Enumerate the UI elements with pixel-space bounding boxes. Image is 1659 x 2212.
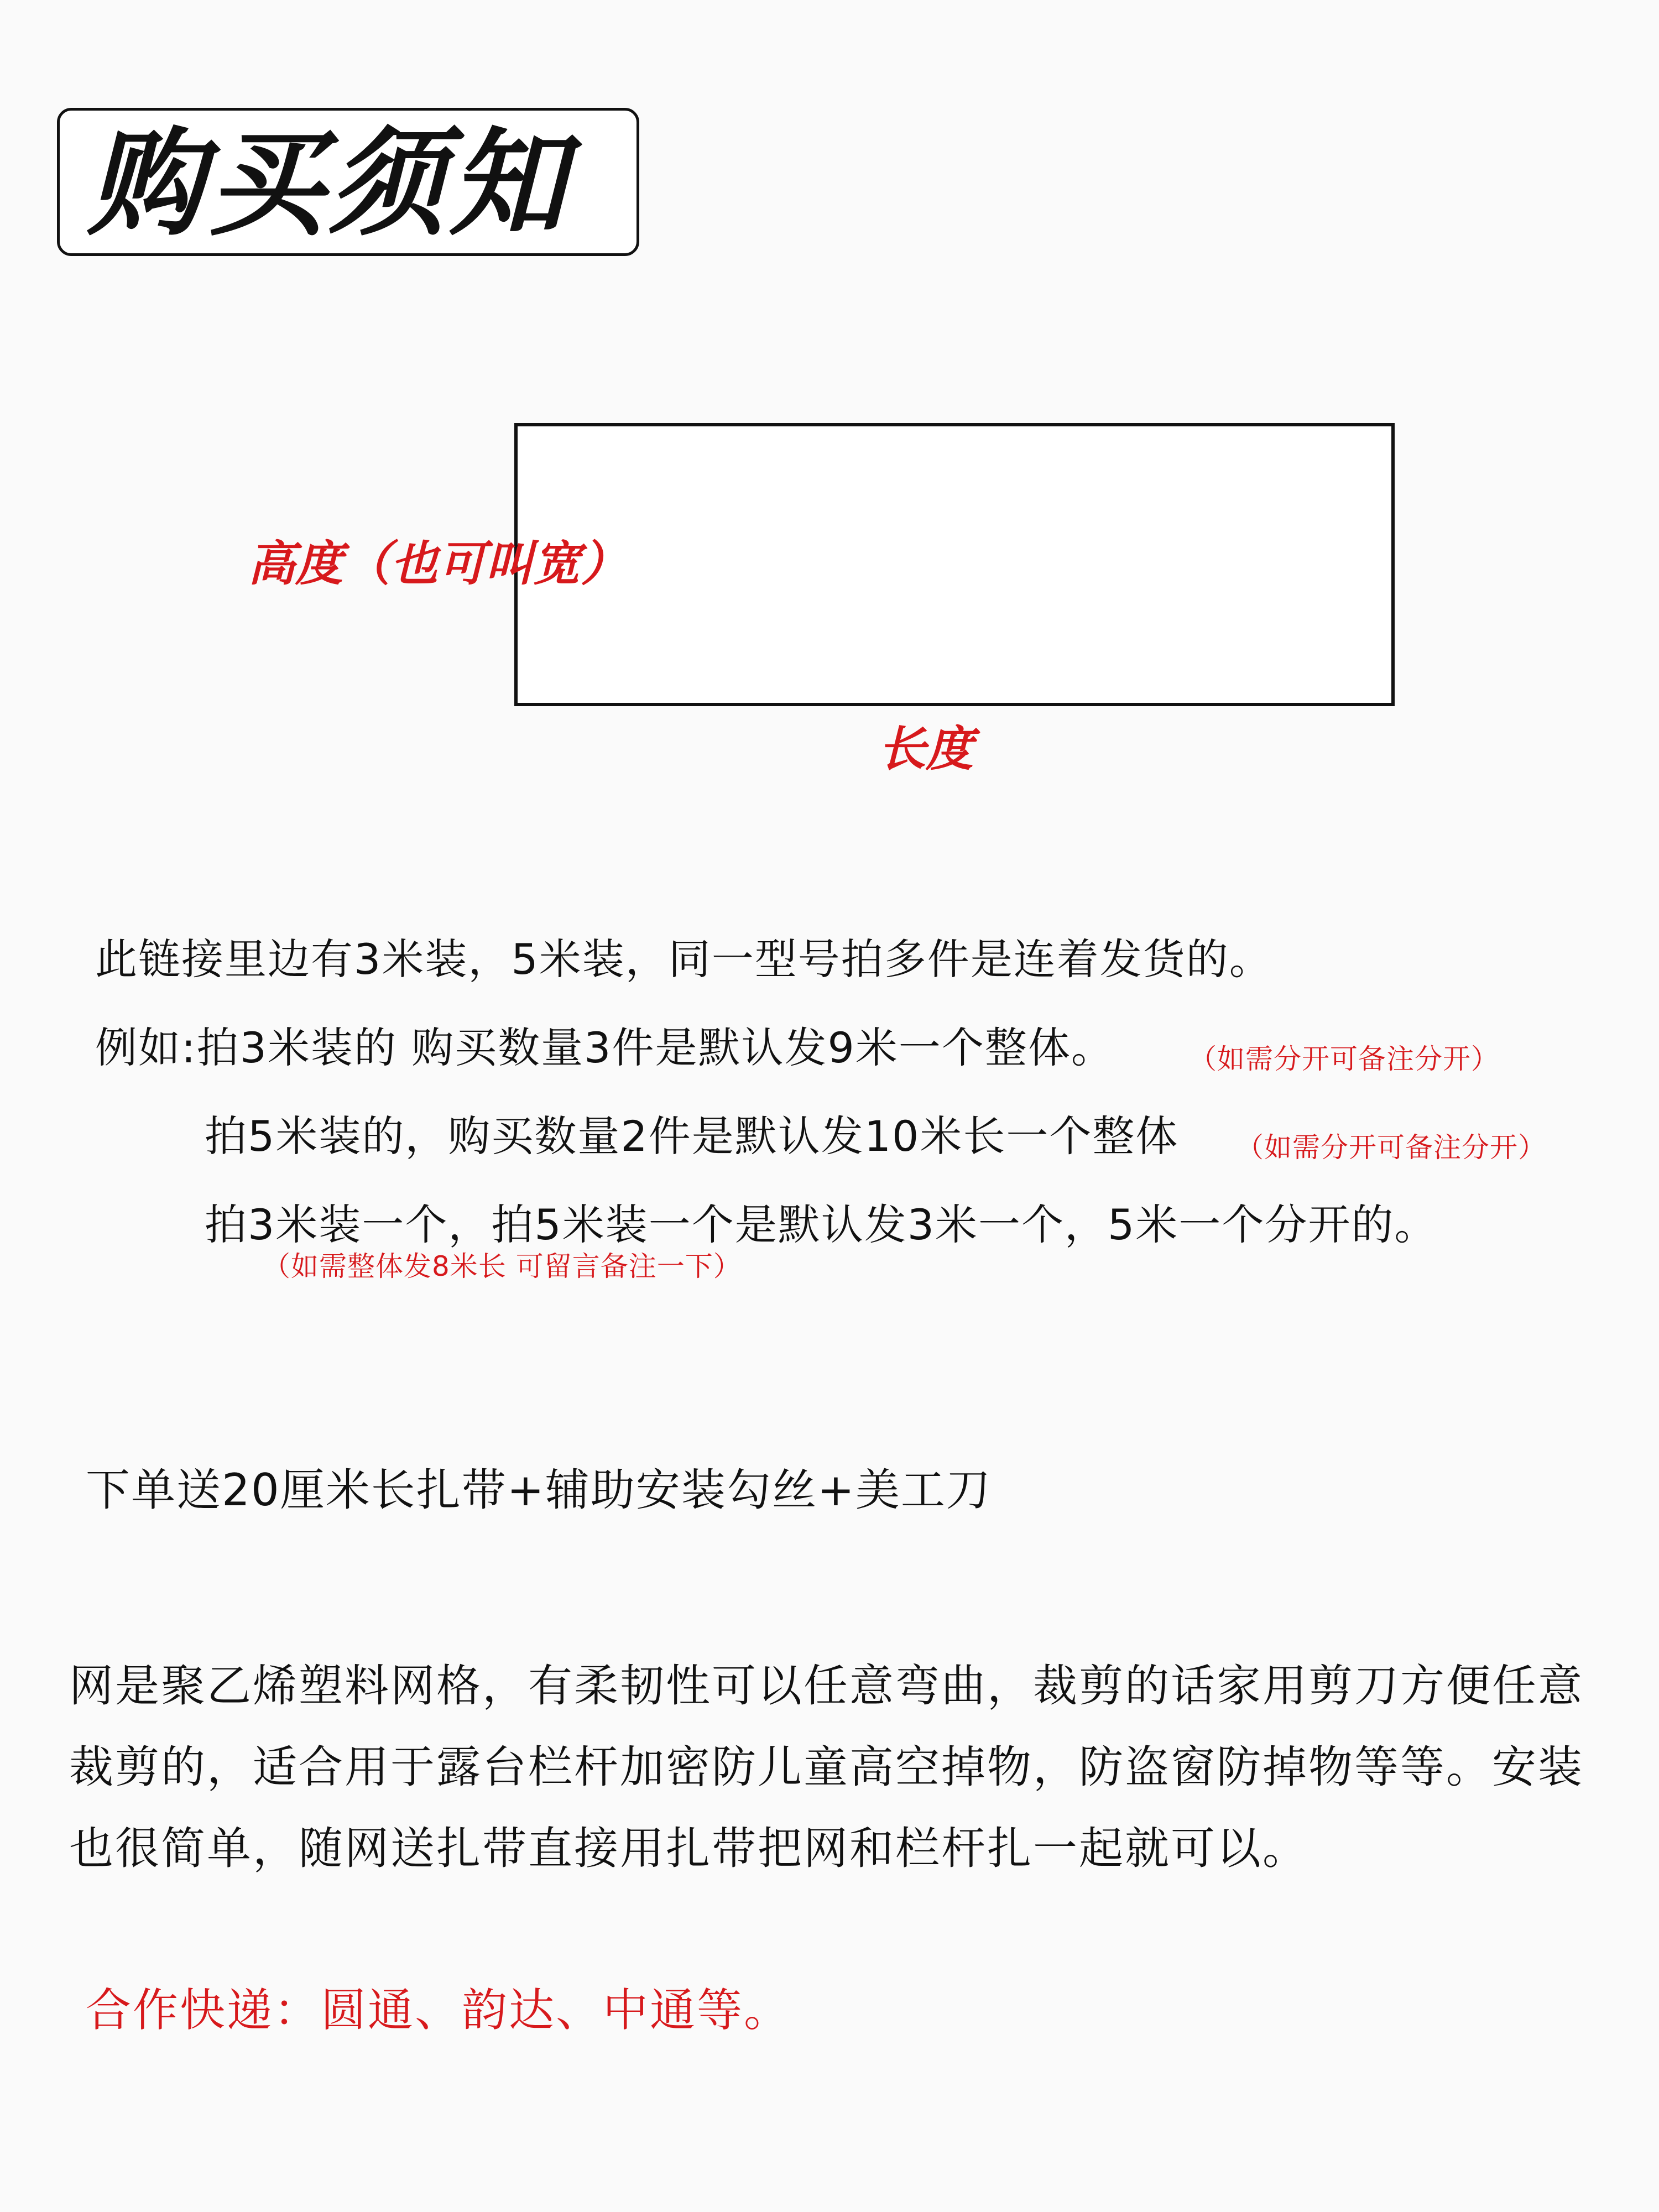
example-note-2: （如需分开可备注分开） [1236, 1131, 1546, 1164]
product-description: 网是聚乙烯塑料网格，有柔韧性可以任意弯曲，裁剪的话家用剪刀方便任意裁剪的，适合用于露台栏杆加密防儿童高空掉物，防盗窗防掉物等等。安装也很简单，随网送扎带直接用扎带把网和栏杆扎一起就可以。 [69, 1660, 1584, 1874]
example-line-3: 拍3米装一个，拍5米装一个是默认发3米一个，5米一个分开的。 [205, 1200, 1438, 1249]
intro-line: 此链接里边有3米装，5米装，同一型号拍多件是连着发货的。 [95, 935, 1272, 984]
courier-line: 合作快递：圆通、韵达、中通等。 [86, 1984, 791, 2037]
dimension-rectangle [514, 423, 1395, 706]
length-label: 长度 [878, 722, 973, 777]
title-box [57, 108, 639, 256]
gift-line: 下单送20厘米长扎带+辅助安装勾丝+美工刀 [86, 1464, 992, 1516]
example-note-3: （如需整体发8米长 可留言备注一下） [263, 1250, 742, 1282]
page-title: 购买须知 [87, 116, 570, 252]
example-note-1: （如需分开可备注分开） [1189, 1043, 1499, 1075]
height-label: 高度（也可叫宽） [248, 536, 628, 592]
example-line-1: 例如:拍3米装的 购买数量3件是默认发9米一个整体。 [95, 1023, 1114, 1072]
example-line-2: 拍5米装的，购买数量2件是默认发10米长一个整体 [205, 1112, 1179, 1161]
